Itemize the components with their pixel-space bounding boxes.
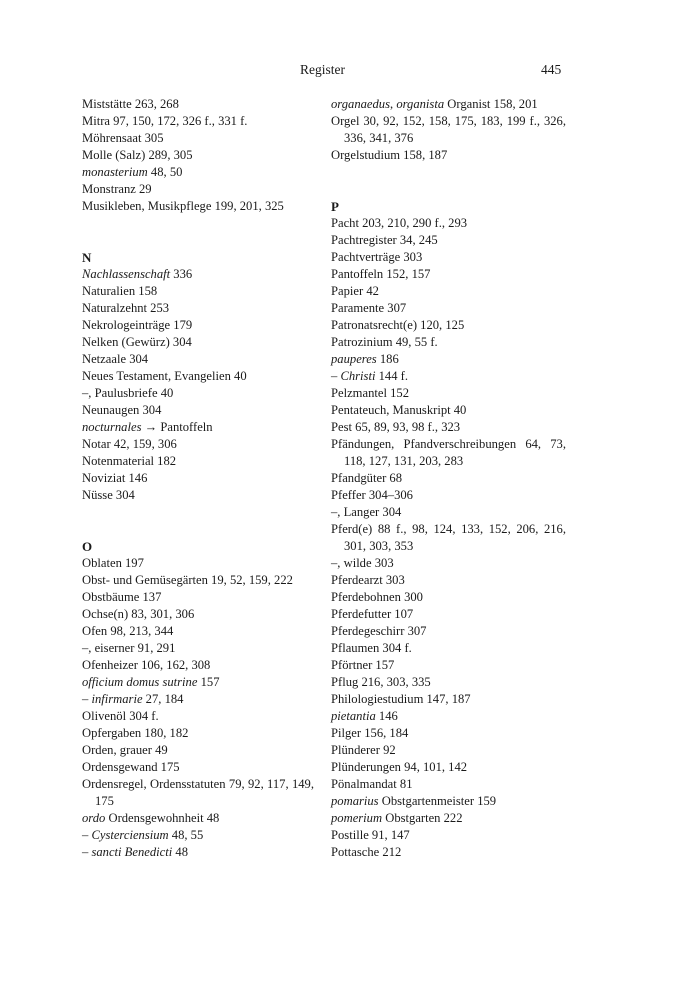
spacer bbox=[331, 164, 566, 181]
index-entry bbox=[82, 555, 314, 572]
entry-text: 144 f. bbox=[375, 369, 408, 383]
index-entry bbox=[331, 215, 566, 232]
index-entry bbox=[82, 96, 314, 113]
entry-text: Ordensgewand 175 bbox=[82, 760, 180, 774]
entry-text: Pönalmandat 81 bbox=[331, 777, 413, 791]
entry-text: pietantia bbox=[331, 709, 376, 723]
index-entry bbox=[82, 470, 314, 487]
index-entry bbox=[82, 640, 314, 657]
entry-text: Musikleben, Musikpflege 199, 201, 325 bbox=[82, 199, 284, 213]
entry-text: Orgelstudium 158, 187 bbox=[331, 148, 448, 162]
index-entry bbox=[331, 300, 566, 317]
index-column-left bbox=[82, 96, 314, 861]
index-entry bbox=[82, 674, 314, 691]
index-entry bbox=[82, 742, 314, 759]
entry-text: Molle (Salz) 289, 305 bbox=[82, 148, 193, 162]
entry-text: Pest 65, 89, 93, 98 f., 323 bbox=[331, 420, 461, 434]
entry-text: –, eiserner 91, 291 bbox=[82, 641, 176, 655]
index-entry bbox=[82, 708, 314, 725]
index-entry bbox=[331, 419, 566, 436]
entry-text: Obstgartenmeister 159 bbox=[378, 794, 497, 808]
entry-text: Plünderungen 94, 101, 142 bbox=[331, 760, 468, 774]
index-entry bbox=[82, 776, 314, 810]
entry-text: – bbox=[331, 369, 341, 383]
entry-text: – bbox=[82, 828, 92, 842]
index-entry bbox=[331, 555, 566, 572]
index-entry bbox=[82, 453, 314, 470]
entry-text: 336 bbox=[170, 267, 193, 281]
index-entry bbox=[331, 470, 566, 487]
index-entry bbox=[82, 368, 314, 385]
entry-text: –, Langer 304 bbox=[331, 505, 402, 519]
entry-text: , bbox=[390, 97, 397, 111]
entry-text: Pförtner 157 bbox=[331, 658, 395, 672]
index-entry bbox=[82, 385, 314, 402]
index-entry bbox=[82, 198, 314, 215]
index-entry bbox=[82, 164, 314, 181]
index-entry bbox=[82, 317, 314, 334]
index-entry bbox=[331, 113, 566, 147]
index-entry bbox=[331, 759, 566, 776]
index-entry bbox=[82, 810, 314, 827]
entry-text: Pflaumen 304 f. bbox=[331, 641, 412, 655]
entry-text: Pentateuch, Manuskript 40 bbox=[331, 403, 467, 417]
entry-text: Obstgarten 222 bbox=[382, 811, 463, 825]
entry-text: Pfändungen, Pfandverschreibungen 64, 73, 118, 127, 131, 203, 283 bbox=[331, 437, 566, 468]
index-entry bbox=[82, 487, 314, 504]
entry-text: Notenmaterial 182 bbox=[82, 454, 177, 468]
entry-text: officium domus sutrine bbox=[82, 675, 198, 689]
index-entry bbox=[82, 827, 314, 844]
entry-text: Nekrologeinträge 179 bbox=[82, 318, 193, 332]
entry-text: Nachlassenschaft bbox=[82, 267, 171, 281]
entry-text: Nüsse 304 bbox=[82, 488, 135, 502]
index-entry bbox=[331, 810, 566, 827]
index-letter-heading bbox=[331, 198, 566, 215]
entry-text: Opfergaben 180, 182 bbox=[82, 726, 189, 740]
index-entry bbox=[331, 232, 566, 249]
entry-text: Pferdebohnen 300 bbox=[331, 590, 423, 604]
entry-text: –, wilde 303 bbox=[331, 556, 394, 570]
spacer bbox=[82, 504, 314, 521]
entry-text: Netzaale 304 bbox=[82, 352, 149, 366]
index-entry bbox=[331, 334, 566, 351]
index-entry bbox=[331, 283, 566, 300]
entry-text: Postille 91, 147 bbox=[331, 828, 410, 842]
entry-text: Ochse(n) 83, 301, 306 bbox=[82, 607, 195, 621]
entry-text: Pachtregister 34, 245 bbox=[331, 233, 438, 247]
entry-text: organaedus bbox=[331, 97, 391, 111]
entry-text: Neues Testament, Evangelien 40 bbox=[82, 369, 247, 383]
entry-text: Ofenheizer 106, 162, 308 bbox=[82, 658, 211, 672]
entry-text: Pacht 203, 210, 290 f., 293 bbox=[331, 216, 468, 230]
index-entry bbox=[331, 725, 566, 742]
entry-text: Olivenöl 304 f. bbox=[82, 709, 159, 723]
entry-text: Pflug 216, 303, 335 bbox=[331, 675, 431, 689]
entry-text: Noviziat 146 bbox=[82, 471, 148, 485]
index-entry bbox=[331, 436, 566, 470]
entry-text: nocturnales bbox=[82, 420, 142, 434]
index-entry bbox=[331, 504, 566, 521]
index-entry bbox=[331, 351, 566, 368]
page-number: 445 bbox=[541, 62, 562, 77]
spacer bbox=[331, 181, 566, 198]
spacer bbox=[82, 521, 314, 538]
entry-text: pomerium bbox=[331, 811, 383, 825]
entry-text: Organist 158, 201 bbox=[444, 97, 538, 111]
index-entry bbox=[82, 725, 314, 742]
index-entry bbox=[331, 589, 566, 606]
index-entry bbox=[331, 249, 566, 266]
entry-text: Orgel 30, 92, 152, 158, 175, 183, 199 f., 326, 336, 341, 376 bbox=[331, 114, 566, 145]
entry-text: → Pantoffeln bbox=[141, 420, 213, 434]
index-entry bbox=[331, 266, 566, 283]
index-column-right bbox=[331, 96, 566, 861]
entry-text: pauperes bbox=[331, 352, 377, 366]
index-entry bbox=[82, 436, 314, 453]
entry-text: Pilger 156, 184 bbox=[331, 726, 409, 740]
entry-text: –, Paulusbriefe 40 bbox=[82, 386, 174, 400]
entry-text: Philologiestudium 147, 187 bbox=[331, 692, 471, 706]
index-entry bbox=[331, 572, 566, 589]
index-entry bbox=[331, 657, 566, 674]
index-entry bbox=[331, 742, 566, 759]
index-entry bbox=[82, 266, 314, 283]
entry-text: Orden, grauer 49 bbox=[82, 743, 168, 757]
entry-text: Mitra 97, 150, 172, 326 f., 331 f. bbox=[82, 114, 248, 128]
index-entry bbox=[82, 283, 314, 300]
index-entry bbox=[331, 147, 566, 164]
index-entry bbox=[331, 708, 566, 725]
index-entry bbox=[331, 317, 566, 334]
entry-text: 48 bbox=[172, 845, 188, 859]
entry-text: Patronatsrecht(e) 120, 125 bbox=[331, 318, 465, 332]
index-entry bbox=[331, 623, 566, 640]
index-entry bbox=[82, 334, 314, 351]
entry-text: Ordensgewohnheit 48 bbox=[105, 811, 220, 825]
index-entry bbox=[82, 402, 314, 419]
entry-text: Naturalzehnt 253 bbox=[82, 301, 170, 315]
entry-text: monasterium bbox=[82, 165, 148, 179]
index-letter-heading bbox=[82, 538, 314, 555]
index-entry bbox=[82, 113, 314, 130]
entry-text: 27, 184 bbox=[142, 692, 184, 706]
entry-text: Möhrensaat 305 bbox=[82, 131, 164, 145]
entry-text: 48, 50 bbox=[147, 165, 183, 179]
index-entry bbox=[82, 623, 314, 640]
entry-text: Naturalien 158 bbox=[82, 284, 158, 298]
entry-text: N bbox=[82, 250, 92, 265]
index-entry bbox=[331, 793, 566, 810]
entry-text: Ofen 98, 213, 344 bbox=[82, 624, 174, 638]
entry-text: Miststätte 263, 268 bbox=[82, 97, 179, 111]
entry-text: Pferdearzt 303 bbox=[331, 573, 405, 587]
index-entry bbox=[331, 691, 566, 708]
index-entry bbox=[82, 300, 314, 317]
index-entry bbox=[82, 130, 314, 147]
index-entry bbox=[331, 385, 566, 402]
entry-text: P bbox=[331, 199, 339, 214]
index-entry bbox=[82, 351, 314, 368]
index-entry bbox=[82, 844, 314, 861]
entry-text: Notar 42, 159, 306 bbox=[82, 437, 177, 451]
entry-text: Pferd(e) 88 f., 98, 124, 133, 152, 206, 216, 301, 303, 353 bbox=[331, 522, 566, 553]
index-entry bbox=[82, 657, 314, 674]
index-entry bbox=[82, 691, 314, 708]
entry-text: Pfandgüter 68 bbox=[331, 471, 402, 485]
entry-text: Oblaten 197 bbox=[82, 556, 144, 570]
entry-text: sancti Benedicti bbox=[91, 845, 173, 859]
index-entry bbox=[82, 606, 314, 623]
index-entry bbox=[331, 96, 566, 113]
index-entry bbox=[331, 674, 566, 691]
index-entry bbox=[331, 368, 566, 385]
entry-text: O bbox=[82, 539, 93, 554]
entry-text: 157 bbox=[197, 675, 220, 689]
entry-text: Christi bbox=[340, 369, 376, 383]
entry-text: Pferdefutter 107 bbox=[331, 607, 414, 621]
entry-text: Pfeffer 304–306 bbox=[331, 488, 413, 502]
entry-text: Nelken (Gewürz) 304 bbox=[82, 335, 192, 349]
entry-text: ordo bbox=[82, 811, 106, 825]
index-entry bbox=[331, 487, 566, 504]
spacer bbox=[82, 215, 314, 232]
entry-text: Monstranz 29 bbox=[82, 182, 152, 196]
spacer bbox=[82, 232, 314, 249]
entry-text: Pferdegeschirr 307 bbox=[331, 624, 427, 638]
entry-text: Obst- und Gemüsegärten 19, 52, 159, 222 bbox=[82, 573, 293, 587]
index-entry bbox=[82, 589, 314, 606]
entry-text: pomarius bbox=[331, 794, 379, 808]
entry-text: – bbox=[82, 845, 92, 859]
entry-text: Pottasche 212 bbox=[331, 845, 402, 859]
running-head: Register bbox=[300, 62, 345, 77]
entry-text: Obstbäume 137 bbox=[82, 590, 162, 604]
index-entry bbox=[331, 521, 566, 555]
entry-text: Ordensregel, Ordensstatuten 79, 92, 117, 149, 175 bbox=[82, 777, 314, 808]
entry-text: Cysterciensium bbox=[91, 828, 169, 842]
index-entry bbox=[82, 759, 314, 776]
index-letter-heading bbox=[82, 249, 314, 266]
index-entry bbox=[82, 147, 314, 164]
index-entry bbox=[331, 844, 566, 861]
index-entry bbox=[331, 776, 566, 793]
index-entry bbox=[82, 181, 314, 198]
index-entry bbox=[331, 640, 566, 657]
entry-text: infirmarie bbox=[91, 692, 143, 706]
entry-text: – bbox=[82, 692, 92, 706]
index-entry bbox=[82, 419, 314, 436]
entry-text: Neunaugen 304 bbox=[82, 403, 162, 417]
entry-text: Papier 42 bbox=[331, 284, 379, 298]
entry-text: organista bbox=[396, 97, 445, 111]
entry-text: 146 bbox=[375, 709, 398, 723]
entry-text: Pantoffeln 152, 157 bbox=[331, 267, 431, 281]
entry-text: Plünderer 92 bbox=[331, 743, 396, 757]
index-entry bbox=[331, 606, 566, 623]
entry-text: Pelzmantel 152 bbox=[331, 386, 409, 400]
index-entry bbox=[331, 827, 566, 844]
entry-text: Paramente 307 bbox=[331, 301, 407, 315]
index-entry bbox=[331, 402, 566, 419]
entry-text: 48, 55 bbox=[168, 828, 204, 842]
entry-text: 186 bbox=[376, 352, 399, 366]
index-entry bbox=[82, 572, 314, 589]
entry-text: Patrozinium 49, 55 f. bbox=[331, 335, 438, 349]
entry-text: Pachtverträge 303 bbox=[331, 250, 423, 264]
